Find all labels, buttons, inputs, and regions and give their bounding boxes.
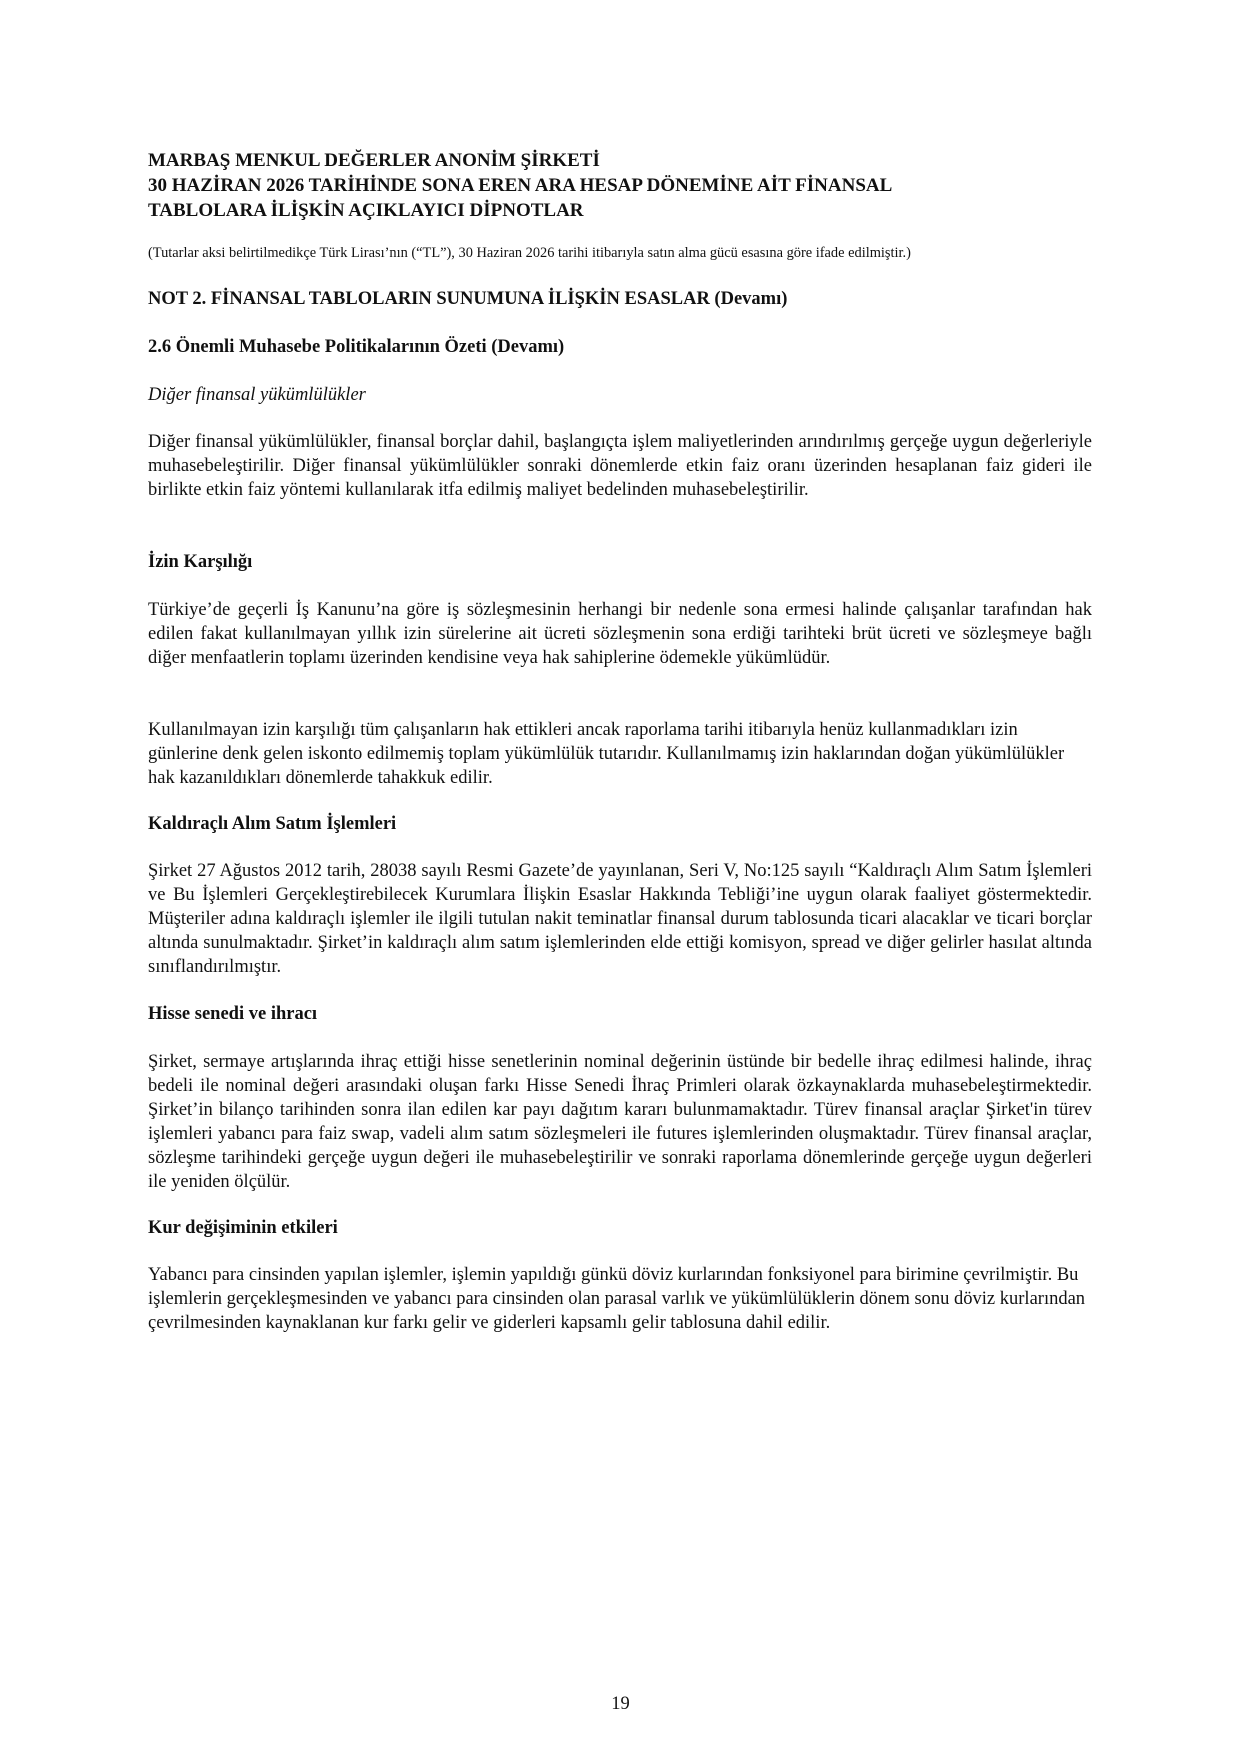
report-title: TABLOLARA İLİŞKİN AÇIKLAYICI DİPNOTLAR [148,200,584,221]
paragraph-block [148,598,1092,670]
note-title: NOT 2. FİNANSAL TABLOLARIN SUNUMUNA İLİŞKİN ESASLAR (Devamı) [148,289,788,309]
page-number: 19 [611,1694,630,1714]
paragraph-block [148,1263,1092,1335]
subsection-heading: Diğer finansal yükümlülükler [148,385,366,405]
subsection-share-issuance [148,1002,1092,1026]
document-header [148,148,1092,223]
paragraph: Diğer finansal yükümlülükler, finansal borçlar dahil, başlangıçta işlem maliyetlerinden arındırılmış gerçeğe uygun değerleriyle muhasebeleştirilir. Diğer finansal yükümlülükler sonraki dönemlerde etkin faiz oranı üzerinden hesaplanan faiz gideri ile birlikte etkin faiz yöntemi kullanılarak itfa edilmiş maliyet bedelinden muhasebeleştirilir. [148,432,1092,500]
subsection-exchange-rate-effects [148,1216,1092,1240]
currency-note: (Tutarlar aksi belirtilmedikçe Türk Lirası’nın (“TL”), 30 Haziran 2026 tarihi itibarıyla satın alma gücü esasına göre ifade edilmiştir.) [148,245,911,261]
paragraph: Şirket, sermaye artışlarında ihraç ettiği hisse senetlerinin nominal değerinin üstünde bir bedelle ihraç edilmesi halinde, ihraç bedeli ile nominal değeri arasındaki oluşan farkı Hisse Senedi İhraç Primleri olarak özkaynaklarda muhasebeleştirmektedir. Şirket’in bilanço tarihinden sonra ilan edilen kar payı dağıtım kararı bulunmamaktadır. Türev finansal araçlar Şirket'in türev işlemleri yabancı para faiz swap, vadeli alım satım sözleşmeleri ile futures işlemlerinden oluşmaktadır. Türev finansal araçlar, sözleşme tarihindeki gerçeğe uygun değeri ile muhasebeleştirilir ve sonraki raporlama dönemlerinde gerçeğe uygun değerleri ile yeniden ölçülür. [148,1052,1092,1192]
subsection-leave-provision [148,550,1092,574]
subsection-leveraged-trading [148,812,1092,836]
paragraph-block [148,718,1092,790]
paragraph-block [148,430,1092,502]
subsection-heading: Hisse senedi ve ihracı [148,1004,318,1024]
paragraph: Türkiye’de geçerli İş Kanunu’na göre iş sözleşmesinin herhangi bir nedenle sona ermesi halinde çalışanlar tarafından hak edilen fakat kullanılmayan yıllık izin sürelerine ait ücreti sözleşmenin sona erdiği tarihteki brüt ücreti ve sözleşmeye bağlı diğer menfaatlerin toplamı üzerinden kendisine veya hak sahiplerine ödemekle yükümlüdür. [148,600,1092,668]
paragraph-block [148,859,1092,979]
subsection-heading: Kur değişiminin etkileri [148,1218,338,1238]
section-title-block [148,335,1092,359]
subsection-heading: İzin Karşılığı [148,552,253,572]
note-title-block [148,287,1092,311]
section-title: 2.6 Önemli Muhasebe Politikalarının Özeti (Devamı) [148,337,565,357]
company-name: MARBAŞ MENKUL DEĞERLER ANONİM ŞİRKETİ [148,150,600,171]
subsection-other-financial-liabilities [148,383,1092,407]
paragraph: Kullanılmayan izin karşılığı tüm çalışanların hak ettikleri ancak raporlama tarihi itibarıyla henüz kullanmadıkları izin günlerine denk gelen iskonto edilmemiş toplam yükümlülük tutarıdır. Kullanılmamış izin haklarından doğan yükümlülükler hak kazanıldıkları dönemlerde tahakkuk edilir. [148,720,1065,788]
subsection-heading: Kaldıraçlı Alım Satım İşlemleri [148,814,397,834]
report-period: 30 HAZİRAN 2026 TARİHİNDE SONA EREN ARA HESAP DÖNEMİNE AİT FİNANSAL [148,175,893,196]
paragraph: Şirket 27 Ağustos 2012 tarih, 28038 sayılı Resmi Gazete’de yayınlanan, Seri V, No:125 sayılı “Kaldıraçlı Alım Satım İşlemleri ve Bu İşlemleri Gerçekleştirebilecek Kurumlara İlişkin Esaslar Hakkında Tebliği’ine uygun olarak faaliyet göstermektedir. Müşteriler adına kaldıraçlı işlemler ile ilgili tutulan nakit teminatlar finansal durum tablosunda ticari alacaklar ve ticari borçlar altında sunulmaktadır. Şirket’in kaldıraçlı alım satım işlemlerinden elde ettiği komisyon, spread ve diğer gelirler hasılat altında sınıflandırılmıştır. [148,861,1092,977]
paragraph: Yabancı para cinsinden yapılan işlemler, işlemin yapıldığı günkü döviz kurlarından fonksiyonel para birimine çevrilmiştir. Bu işlemlerin gerçekleşmesinden ve yabancı para cinsinden olan parasal varlık ve yükümlülüklerin dönem sonu döviz kurlarından çevrilmesinden kaynaklanan kur farkı gelir ve giderleri kapsamlı gelir tablosuna dahil edilir. [148,1265,1086,1333]
paragraph-block [148,1050,1092,1194]
